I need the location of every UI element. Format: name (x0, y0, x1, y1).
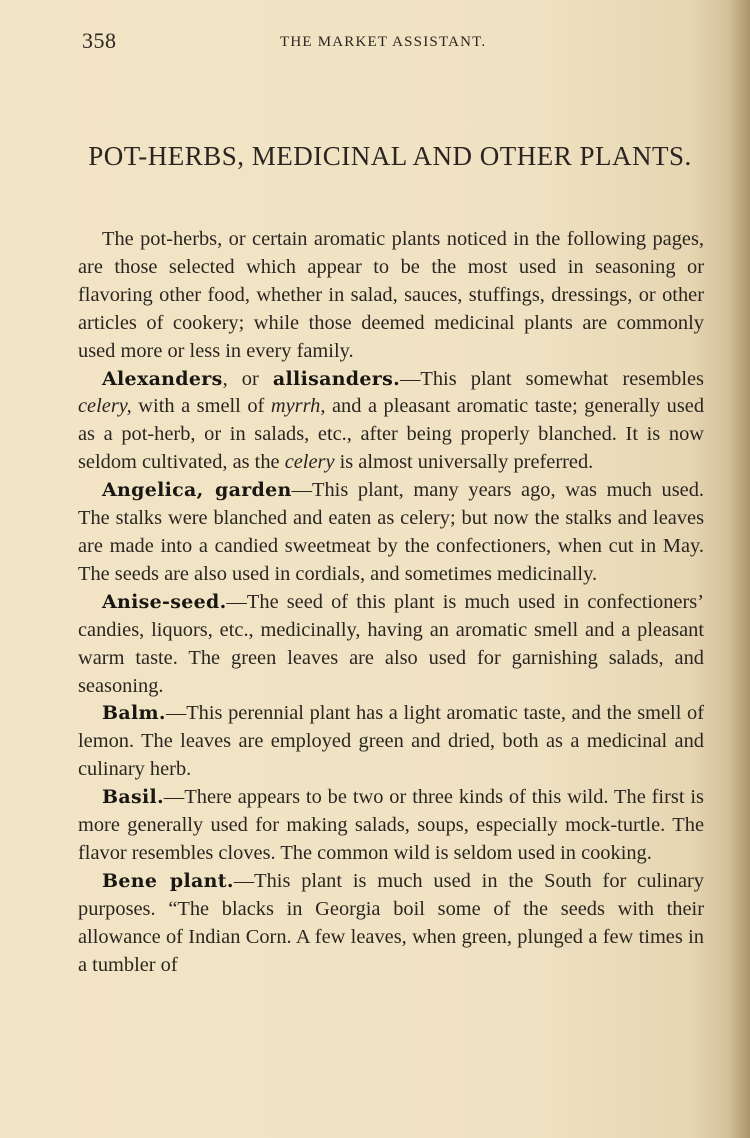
entry-text: , or (222, 367, 273, 390)
entry-bene-plant (78, 868, 704, 980)
running-head (82, 28, 682, 58)
entry-italic: celery (284, 451, 335, 474)
entry-heading: Alexanders (102, 367, 223, 390)
entry-heading: Basil. (102, 786, 164, 809)
chapter-title: POT-HERBS, MEDICINAL AND OTHER PLANTS. (88, 141, 692, 171)
body-text (78, 226, 704, 979)
entry-italic: myrrh, (270, 395, 326, 418)
entry-alexanders (78, 366, 704, 478)
entry-anise-seed (78, 589, 704, 701)
entry-text: with a smell of (131, 395, 271, 418)
entry-heading-alt: allisanders. (272, 367, 401, 390)
entry-angelica (78, 477, 704, 589)
entry-italic: celery, (78, 395, 132, 418)
entry-text: —This perennial plant has a light aromatic taste, and the smell of lemon. The leaves are employed green and dried, both as a medicinal and culinary herb. (78, 702, 704, 781)
entry-heading: Balm. (102, 702, 166, 725)
entry-text: is almost universally preferred. (334, 451, 594, 474)
entry-balm (78, 700, 704, 784)
entry-basil (78, 784, 704, 868)
entry-heading: Anise-seed. (102, 590, 227, 613)
entry-text: —There appears to be two or three kinds of this wild. The first is more generally used for making salads, soups, especially mock-turtle. The flavor resembles cloves. The common wild is seldom used in cooking. (78, 786, 704, 864)
page-number: 358 (82, 28, 117, 53)
entry-text: and a pleasant aromatic taste; generally used as a pot-herb, or in salads, etc., after being properly blanched. It is now seldom cultivated, as the (78, 395, 705, 474)
page-gutter-shadow (728, 0, 750, 1138)
running-title: THE MARKET ASSISTANT. (280, 34, 487, 50)
entry-text: —The seed of this plant is much used in confectioners’ candies, liquors, etc., medicinally, having an aromatic smell and a pleasant warm taste. The green leaves are also used for garnishing salads, and seasoning. (78, 590, 704, 697)
entry-heading: Bene plant. (102, 869, 234, 892)
intro-paragraph: The pot-herbs, or certain aromatic plants noticed in the following pages, are those selected which appear to be the most used in seasoning or flavoring other food, whether in salad, sauces, stuffings, dressings, or other articles of cookery; while those deemed medicinal plants are commonly used more or less in every family. (78, 228, 704, 362)
entry-text: —This plant, many years ago, was much used. The stalks were blanched and eaten as celery; but now the stalks and leaves are made into a candied sweetmeat by the confectioners, when cut in May. The seeds are also used in cordials, and sometimes medicinally. (78, 479, 704, 585)
entry-text: —This plant is much used in the South for culinary purposes. “The blacks in Georgia boil some of the seeds with their allowance of Indian Corn. A few leaves, when green, plunged a few times in a tumbler of (78, 869, 704, 976)
entry-text: —This plant somewhat resembles (400, 367, 704, 390)
entry-heading: Angelica, garden (102, 479, 292, 502)
